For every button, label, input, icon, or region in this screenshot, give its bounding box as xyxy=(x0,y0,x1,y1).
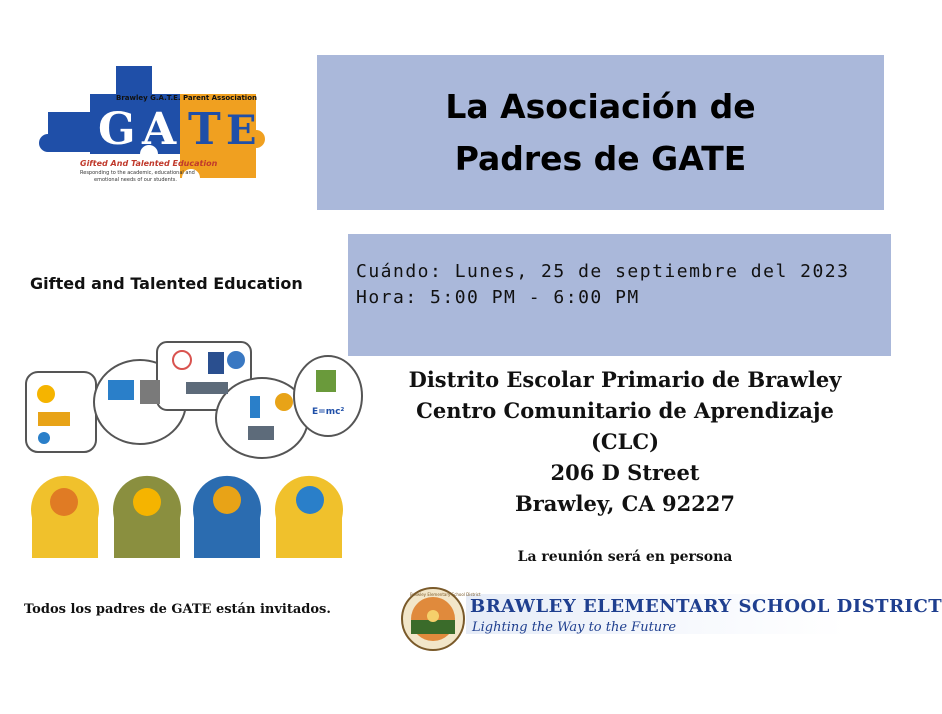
logo-letter-g: G xyxy=(98,104,136,155)
molecule-icon xyxy=(38,432,50,444)
address-line-3: (CLC) xyxy=(590,429,660,454)
address-line-2: Centro Comunitario de Aprendizaje xyxy=(416,398,834,423)
puzzle-logo-icon xyxy=(40,66,280,190)
brain-gear-icon-4 xyxy=(296,486,324,514)
logo-mission-2: emotional needs of our students. xyxy=(94,177,177,183)
title-line-1: La Asociación de xyxy=(445,86,756,126)
district-name: BRAWLEY ELEMENTARY SCHOOL DISTRICT xyxy=(470,596,942,617)
meeting-note: La reunión será en persona xyxy=(517,549,733,565)
sun-icon xyxy=(37,385,55,403)
gear-icon xyxy=(275,393,293,411)
date-line: Cuándo: Lunes, 25 de septiembre del 2023 xyxy=(356,261,850,282)
teacher-icon xyxy=(208,352,224,374)
seal-text: Brawley Elementary School District xyxy=(410,592,481,597)
brain-gear-icon-2 xyxy=(133,488,161,516)
logo-letter-a: A xyxy=(142,104,177,155)
address-block xyxy=(396,364,854,519)
invite-text: Todos los padres de GATE están invitados. xyxy=(24,602,331,617)
time-line: Hora: 5:00 PM - 6:00 PM xyxy=(356,287,640,308)
logo-association: Brawley G.A.T.E. Parent Association xyxy=(116,94,257,102)
monitor-icon xyxy=(108,380,134,400)
district-logo xyxy=(400,586,942,656)
test-tubes-icon xyxy=(140,380,160,404)
subtitle: Gifted and Talented Education xyxy=(30,274,303,293)
robot-icon xyxy=(316,370,336,392)
logo-mission-1: Responding to the academic, educational and xyxy=(80,170,195,176)
address-line-1: Distrito Escolar Primario de Brawley xyxy=(408,367,842,392)
telescope-icon xyxy=(186,382,228,394)
logo-expansion: Gifted And Talented Education xyxy=(80,159,218,168)
globe-icon xyxy=(227,351,245,369)
bubble-5 xyxy=(294,356,362,436)
brain-gear-icon-3 xyxy=(213,486,241,514)
when-box xyxy=(348,234,891,356)
title-box xyxy=(317,55,884,210)
formula-text: E=mc² xyxy=(312,407,345,417)
logo-letter-e: E xyxy=(226,107,257,154)
district-tagline: Lighting the Way to the Future xyxy=(472,620,677,635)
address-line-5: Brawley, CA 92227 xyxy=(514,491,736,516)
stem-illustration xyxy=(22,340,362,558)
address-line-4: 206 D Street xyxy=(550,460,700,485)
district-seal-icon xyxy=(400,586,481,652)
solar-panel-icon xyxy=(38,412,70,426)
gate-logo xyxy=(40,66,280,190)
logo-letter-t: T xyxy=(188,104,221,155)
microscope-icon xyxy=(250,396,260,418)
brain-gear-icon xyxy=(50,488,78,516)
laptop-icon xyxy=(248,426,274,440)
title-line-2: Padres de GATE xyxy=(454,138,747,178)
